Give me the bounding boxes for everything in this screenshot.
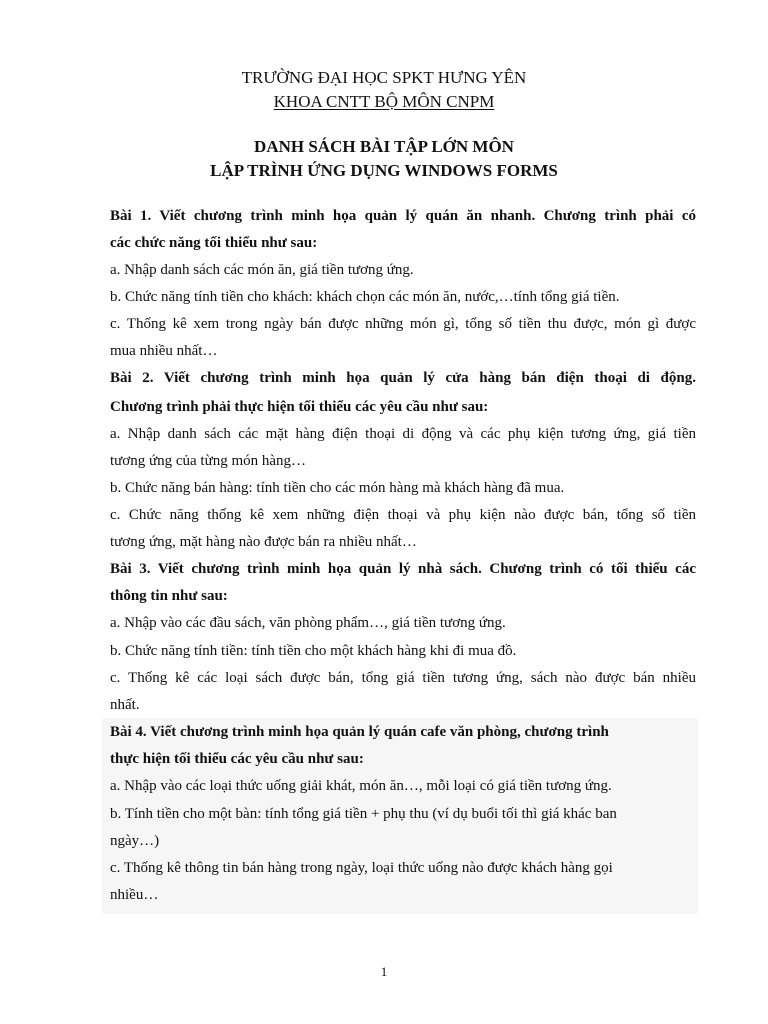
document-title-line-1: DANH SÁCH BÀI TẬP LỚN MÔN bbox=[254, 137, 514, 156]
exercise-item-line: nhiều… bbox=[110, 887, 159, 903]
exercise-heading-line: Bài 2. Viết chương trình minh họa quản lý cửa hàng bán điện thoại di động. bbox=[110, 370, 696, 386]
exercise-item-line: b. Chức năng tính tiền: tính tiền cho một khách hàng khi đi mua đồ. bbox=[110, 643, 517, 659]
exercise-heading-line: thực hiện tối thiểu các yêu cầu như sau: bbox=[110, 751, 364, 767]
exercise-item-line: a. Nhập danh sách các mặt hàng điện thoại di động và các phụ kiện tương ứng, giá tiền bbox=[110, 426, 696, 442]
exercise-item-line: nhất. bbox=[110, 697, 140, 713]
exercise-item-line: a. Nhập vào các loại thức uống giải khát, món ăn…, mỗi loại có giá tiền tương ứng. bbox=[110, 778, 612, 794]
exercise-heading-line: Bài 1. Viết chương trình minh họa quản lý quán ăn nhanh. Chương trình phải có bbox=[110, 208, 696, 224]
exercise-item-line: b. Tính tiền cho một bàn: tính tổng giá tiền + phụ thu (ví dụ buổi tối thì giá khác ban bbox=[110, 806, 617, 822]
exercise-item-line: b. Chức năng tính tiền cho khách: khách chọn các món ăn, nước,…tính tổng giá tiền. bbox=[110, 289, 620, 305]
exercise-item-line: ngày…) bbox=[110, 833, 160, 849]
exercise-item-line: a. Nhập vào các đầu sách, văn phòng phẩm…, giá tiền tương ứng. bbox=[110, 615, 506, 631]
exercise-heading-line: Bài 3. Viết chương trình minh họa quản lý nhà sách. Chương trình có tối thiểu các bbox=[110, 561, 696, 577]
exercise-heading-line: thông tin như sau: bbox=[110, 588, 228, 604]
exercise-item-line: tương ứng của từng món hàng… bbox=[110, 453, 307, 469]
exercise-item-line: c. Thống kê các loại sách được bán, tổng giá tiền tương ứng, sách nào được bán nhiều bbox=[110, 670, 696, 686]
exercise-item-line: a. Nhập danh sách các món ăn, giá tiền tương ứng. bbox=[110, 262, 414, 278]
page-number: 1 bbox=[380, 964, 388, 979]
faculty-name: KHOA CNTT BỘ MÔN CNPM bbox=[273, 92, 495, 111]
exercise-heading-line: Chương trình phải thực hiện tối thiểu các yêu cầu như sau: bbox=[110, 399, 489, 415]
exercise-item-line: tương ứng, mặt hàng nào được bán ra nhiều nhất… bbox=[110, 534, 417, 550]
exercise-item-line: c. Thống kê thông tin bán hàng trong ngày, loại thức uống nào được khách hàng gọi bbox=[110, 860, 613, 876]
exercise-heading-line: các chức năng tối thiểu như sau: bbox=[110, 235, 318, 251]
exercise-item-line: b. Chức năng bán hàng: tính tiền cho các món hàng mà khách hàng đã mua. bbox=[110, 480, 565, 496]
exercise-item-line: c. Chức năng thống kê xem những điện thoại và phụ kiện nào được bán, tổng số tiền bbox=[110, 507, 696, 523]
university-name: TRƯỜNG ĐẠI HỌC SPKT HƯNG YÊN bbox=[241, 68, 527, 87]
exercise-heading-line: Bài 4. Viết chương trình minh họa quản lý quán cafe văn phòng, chương trình bbox=[110, 724, 609, 740]
exercise-item-line: c. Thống kê xem trong ngày bán được những món gì, tổng số tiền thu được, món gì được bbox=[110, 316, 696, 332]
exercise-item-line: mua nhiều nhất… bbox=[110, 343, 218, 359]
document-title-line-2: LẬP TRÌNH ỨNG DỤNG WINDOWS FORMS bbox=[210, 161, 558, 180]
